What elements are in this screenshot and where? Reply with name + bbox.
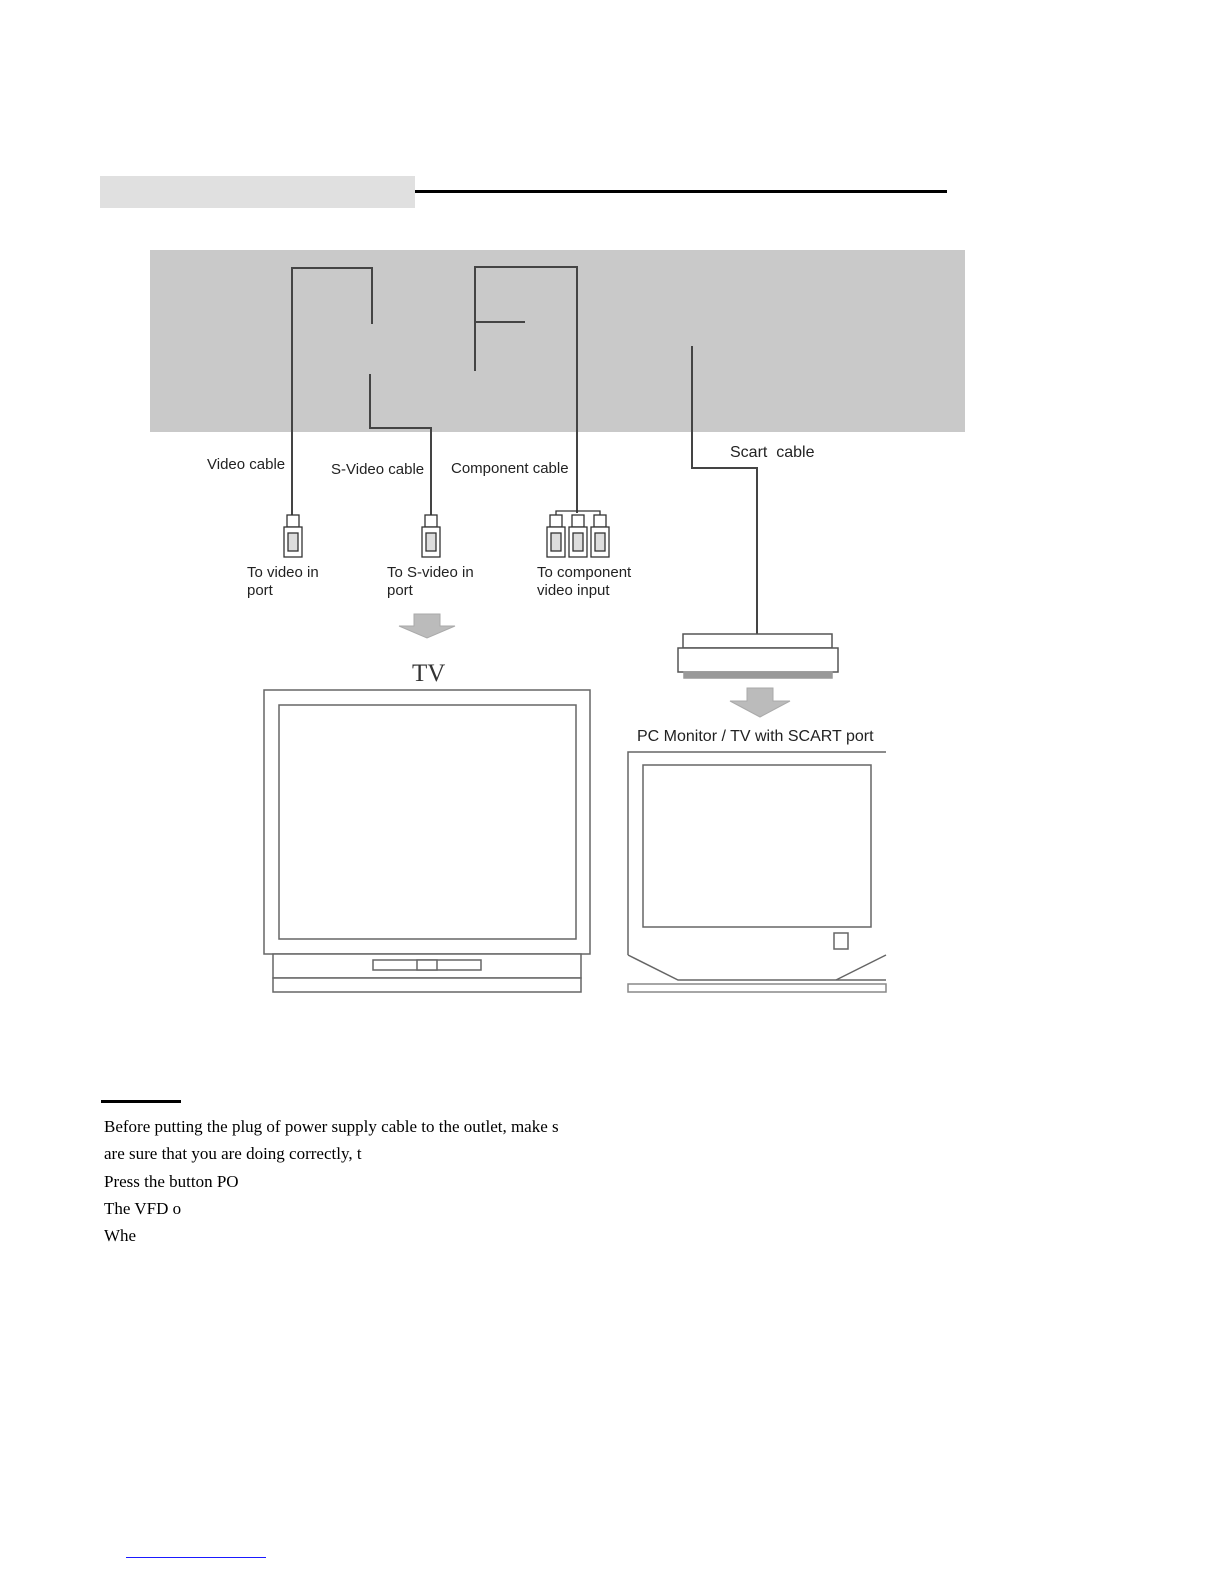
- footer-link-underline: [126, 1557, 266, 1558]
- video-plug: [284, 515, 302, 557]
- arrow-down-icon: [399, 614, 455, 638]
- video-cable-label: Video cable: [207, 456, 286, 473]
- text-line: The VFD o: [104, 1199, 182, 1218]
- component-plugs: [547, 511, 609, 557]
- to-component-label-line2: video input: [537, 582, 610, 599]
- monitor-illustration: [628, 752, 886, 992]
- body-heading-rule: [101, 1100, 181, 1103]
- to-svideo-in-label-line2: port: [387, 582, 413, 599]
- to-video-in-label-line1: To video in: [247, 564, 319, 581]
- tv-label: TV: [412, 660, 446, 687]
- scart-cable-label: Scart cable: [730, 444, 815, 461]
- text-line: Before putting the plug of power supply cable to the outlet, make s: [104, 1117, 559, 1136]
- svideo-plug: [422, 515, 440, 557]
- to-component-label-line1: To component: [537, 564, 632, 581]
- text-line: are sure that you are doing correctly, t: [104, 1144, 362, 1163]
- text-line: Press the button PO: [104, 1172, 239, 1191]
- tv-illustration: [264, 690, 590, 992]
- pc-monitor-label: PC Monitor / TV with SCART port: [637, 728, 874, 745]
- to-video-in-label-line2: port: [247, 582, 273, 599]
- text-line: Whe: [104, 1226, 137, 1245]
- arrow-down-icon: [730, 688, 790, 717]
- scart-connector: [678, 634, 838, 678]
- to-svideo-in-label-line1: To S-video in: [387, 564, 474, 581]
- rear-panel-band: [150, 250, 965, 432]
- component-cable-label: Component cable: [451, 460, 569, 477]
- svideo-cable-label: S-Video cable: [331, 461, 425, 478]
